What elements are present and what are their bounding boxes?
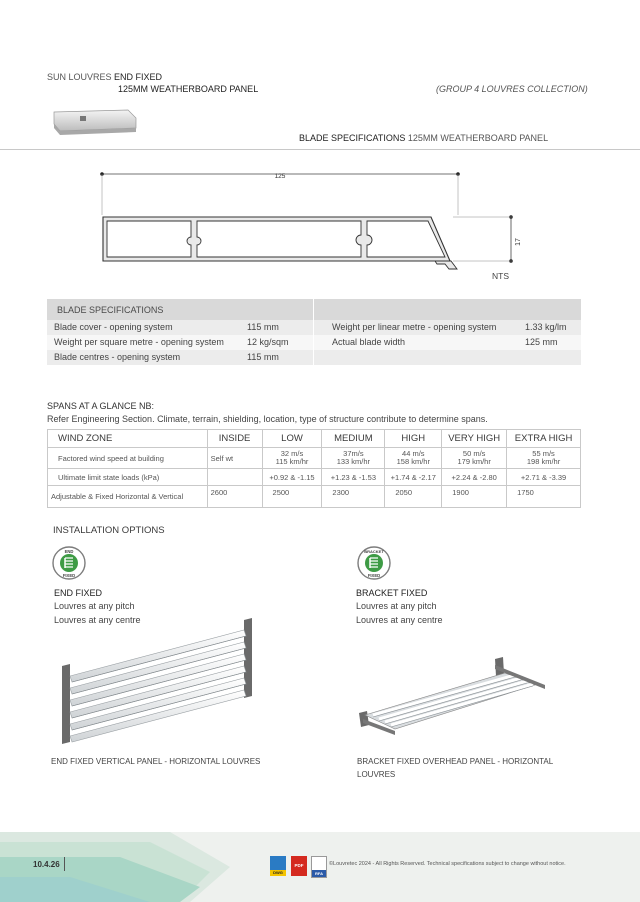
title-main: END FIXED: [114, 72, 163, 82]
table-cell: 2600: [207, 486, 262, 508]
bracket-fixed-line2: Louvres at any centre: [356, 615, 443, 625]
col-medium: MEDIUM: [322, 430, 385, 448]
dwg-label: DWG: [270, 870, 286, 876]
dwg-icon[interactable]: [270, 856, 286, 876]
footer: [0, 832, 640, 902]
table-cell: [385, 448, 442, 469]
rfa-icon[interactable]: [311, 856, 327, 878]
page-number: 10.4.26: [33, 860, 60, 869]
col-extra-high: EXTRA HIGH: [507, 430, 581, 448]
speed-ms: 44 m/s: [402, 449, 425, 458]
blade-spec-header: [47, 299, 581, 320]
table-cell: +1.23 & -1.53: [322, 469, 385, 486]
table-header-row: [48, 430, 581, 448]
badge-top-text: BRACKET: [364, 549, 384, 554]
blade-spec-heading: [299, 133, 548, 143]
width-dimension: 125: [274, 173, 286, 180]
table-cell: [262, 448, 322, 469]
col-low: LOW: [262, 430, 322, 448]
spec-value: 1.33 kg/lm: [525, 322, 567, 332]
spec-value: 115 mm: [247, 322, 279, 332]
pdf-label: PDF: [294, 863, 304, 868]
blade-spec-table-title: BLADE SPECIFICATIONS: [57, 305, 164, 315]
spec-label: Weight per linear metre - opening system: [332, 322, 497, 332]
bracket-fixed-badge: [357, 546, 391, 580]
col-very-high: VERY HIGH: [442, 430, 507, 448]
table-cell: [322, 448, 385, 469]
page-number-divider: [64, 857, 65, 871]
end-fixed-badge: [52, 546, 86, 580]
bracket-fixed-caption-line1: BRACKET FIXED OVERHEAD PANEL - HORIZONTAL: [357, 757, 554, 766]
end-fixed-line1: Louvres at any pitch: [54, 601, 135, 611]
table-cell: +2.24 & -2.80: [442, 469, 507, 486]
table-cell: 2500: [262, 486, 322, 508]
spec-value: 125 mm: [525, 337, 558, 347]
copyright-text: ©Louvretec 2024 - All Rights Reserved. Technical specifications subject to change without notice.: [329, 861, 566, 867]
spec-label: Blade centres - opening system: [54, 352, 181, 362]
bracket-fixed-title: BRACKET FIXED: [356, 588, 428, 598]
spec-label: Blade cover - opening system: [54, 322, 173, 332]
title-prefix: SUN LOUVRES: [47, 72, 112, 82]
badge-bottom-text: FIXED: [62, 573, 76, 578]
spec-label: Weight per square metre - opening system: [54, 337, 224, 347]
collection-label: (GROUP 4 LOUVRES COLLECTION): [436, 84, 588, 94]
product-title: [47, 72, 162, 82]
table-cell: +0.92 & -1.15: [262, 469, 322, 486]
col-high: HIGH: [385, 430, 442, 448]
spans-note: Refer Engineering Section. Climate, terrain, shielding, location, type of structure contribute to determine spans.: [47, 414, 488, 424]
table-cell: 1750: [507, 486, 581, 508]
table-cell: 2050: [385, 486, 442, 508]
speed-ms: 32 m/s: [280, 449, 304, 458]
table-cell: Self wt: [207, 448, 262, 469]
blade-spec-rest: 125MM WEATHERBOARD PANEL: [407, 133, 549, 143]
end-fixed-caption: END FIXED VERTICAL PANEL - HORIZONTAL LOUVRES: [51, 757, 261, 766]
spans-heading: SPANS AT A GLANCE NB:: [47, 401, 155, 411]
rfa-label: RFA: [312, 870, 326, 877]
nts-label: NTS: [492, 271, 509, 281]
speed-kmh: 115 km/hr: [275, 457, 309, 466]
blade-spec-table: [47, 299, 581, 365]
blade-profile-drawing: [95, 165, 535, 285]
end-fixed-title: END FIXED: [54, 588, 103, 598]
spec-value: 115 mm: [247, 352, 279, 362]
installation-heading: INSTALLATION OPTIONS: [53, 525, 165, 536]
table-cell: 1900: [442, 486, 507, 508]
speed-kmh: 158 km/hr: [396, 457, 430, 466]
col-inside: INSIDE: [207, 430, 262, 448]
badge-top-text: END: [64, 549, 74, 554]
table-row: [48, 486, 581, 508]
spec-label: Actual blade width: [332, 337, 406, 347]
table-cell: +1.74 & -2.17: [385, 469, 442, 486]
table-row: [47, 335, 581, 350]
table-row: [48, 469, 581, 486]
row-label: Factored wind speed at building: [48, 448, 208, 469]
row-label: Adjustable & Fixed Horizontal & Vertical: [48, 486, 208, 508]
table-cell: [507, 448, 581, 469]
speed-kmh: 198 km/hr: [526, 457, 561, 466]
speed-kmh: 133 km/hr: [336, 457, 371, 466]
blade-spec-bold: BLADE SPECIFICATIONS: [299, 133, 406, 143]
table-cell: 2300: [322, 486, 385, 508]
bracket-fixed-line1: Louvres at any pitch: [356, 601, 437, 611]
table-row: [48, 448, 581, 469]
height-dimension: 17: [515, 238, 522, 246]
bracket-fixed-panel-illustration: [355, 655, 555, 735]
spans-table: [47, 429, 581, 508]
col-wind-zone: WIND ZONE: [48, 430, 208, 448]
speed-ms: 50 m/s: [462, 449, 486, 458]
badge-bottom-text: FIXED: [367, 573, 381, 578]
spec-value: 12 kg/sqm: [247, 337, 289, 347]
header-divider: [0, 149, 640, 150]
speed-ms: 55 m/s: [532, 449, 555, 458]
end-fixed-line2: Louvres at any centre: [54, 615, 141, 625]
speed-kmh: 179 km/hr: [457, 457, 491, 466]
table-cell: [207, 469, 262, 486]
row-label: Ultimate limit state loads (kPa): [48, 469, 208, 486]
end-fixed-panel-illustration: [58, 618, 268, 748]
pdf-icon[interactable]: [291, 856, 307, 876]
speed-ms: 37m/s: [343, 449, 364, 458]
product-subtitle: 125MM WEATHERBOARD PANEL: [118, 84, 259, 94]
table-cell: [442, 448, 507, 469]
table-cell: +2.71 & -3.39: [507, 469, 581, 486]
table-row: [47, 320, 581, 335]
table-row: [47, 350, 581, 365]
bracket-fixed-caption-line2: LOUVRES: [357, 770, 396, 779]
blade-thumbnail: [50, 104, 140, 140]
